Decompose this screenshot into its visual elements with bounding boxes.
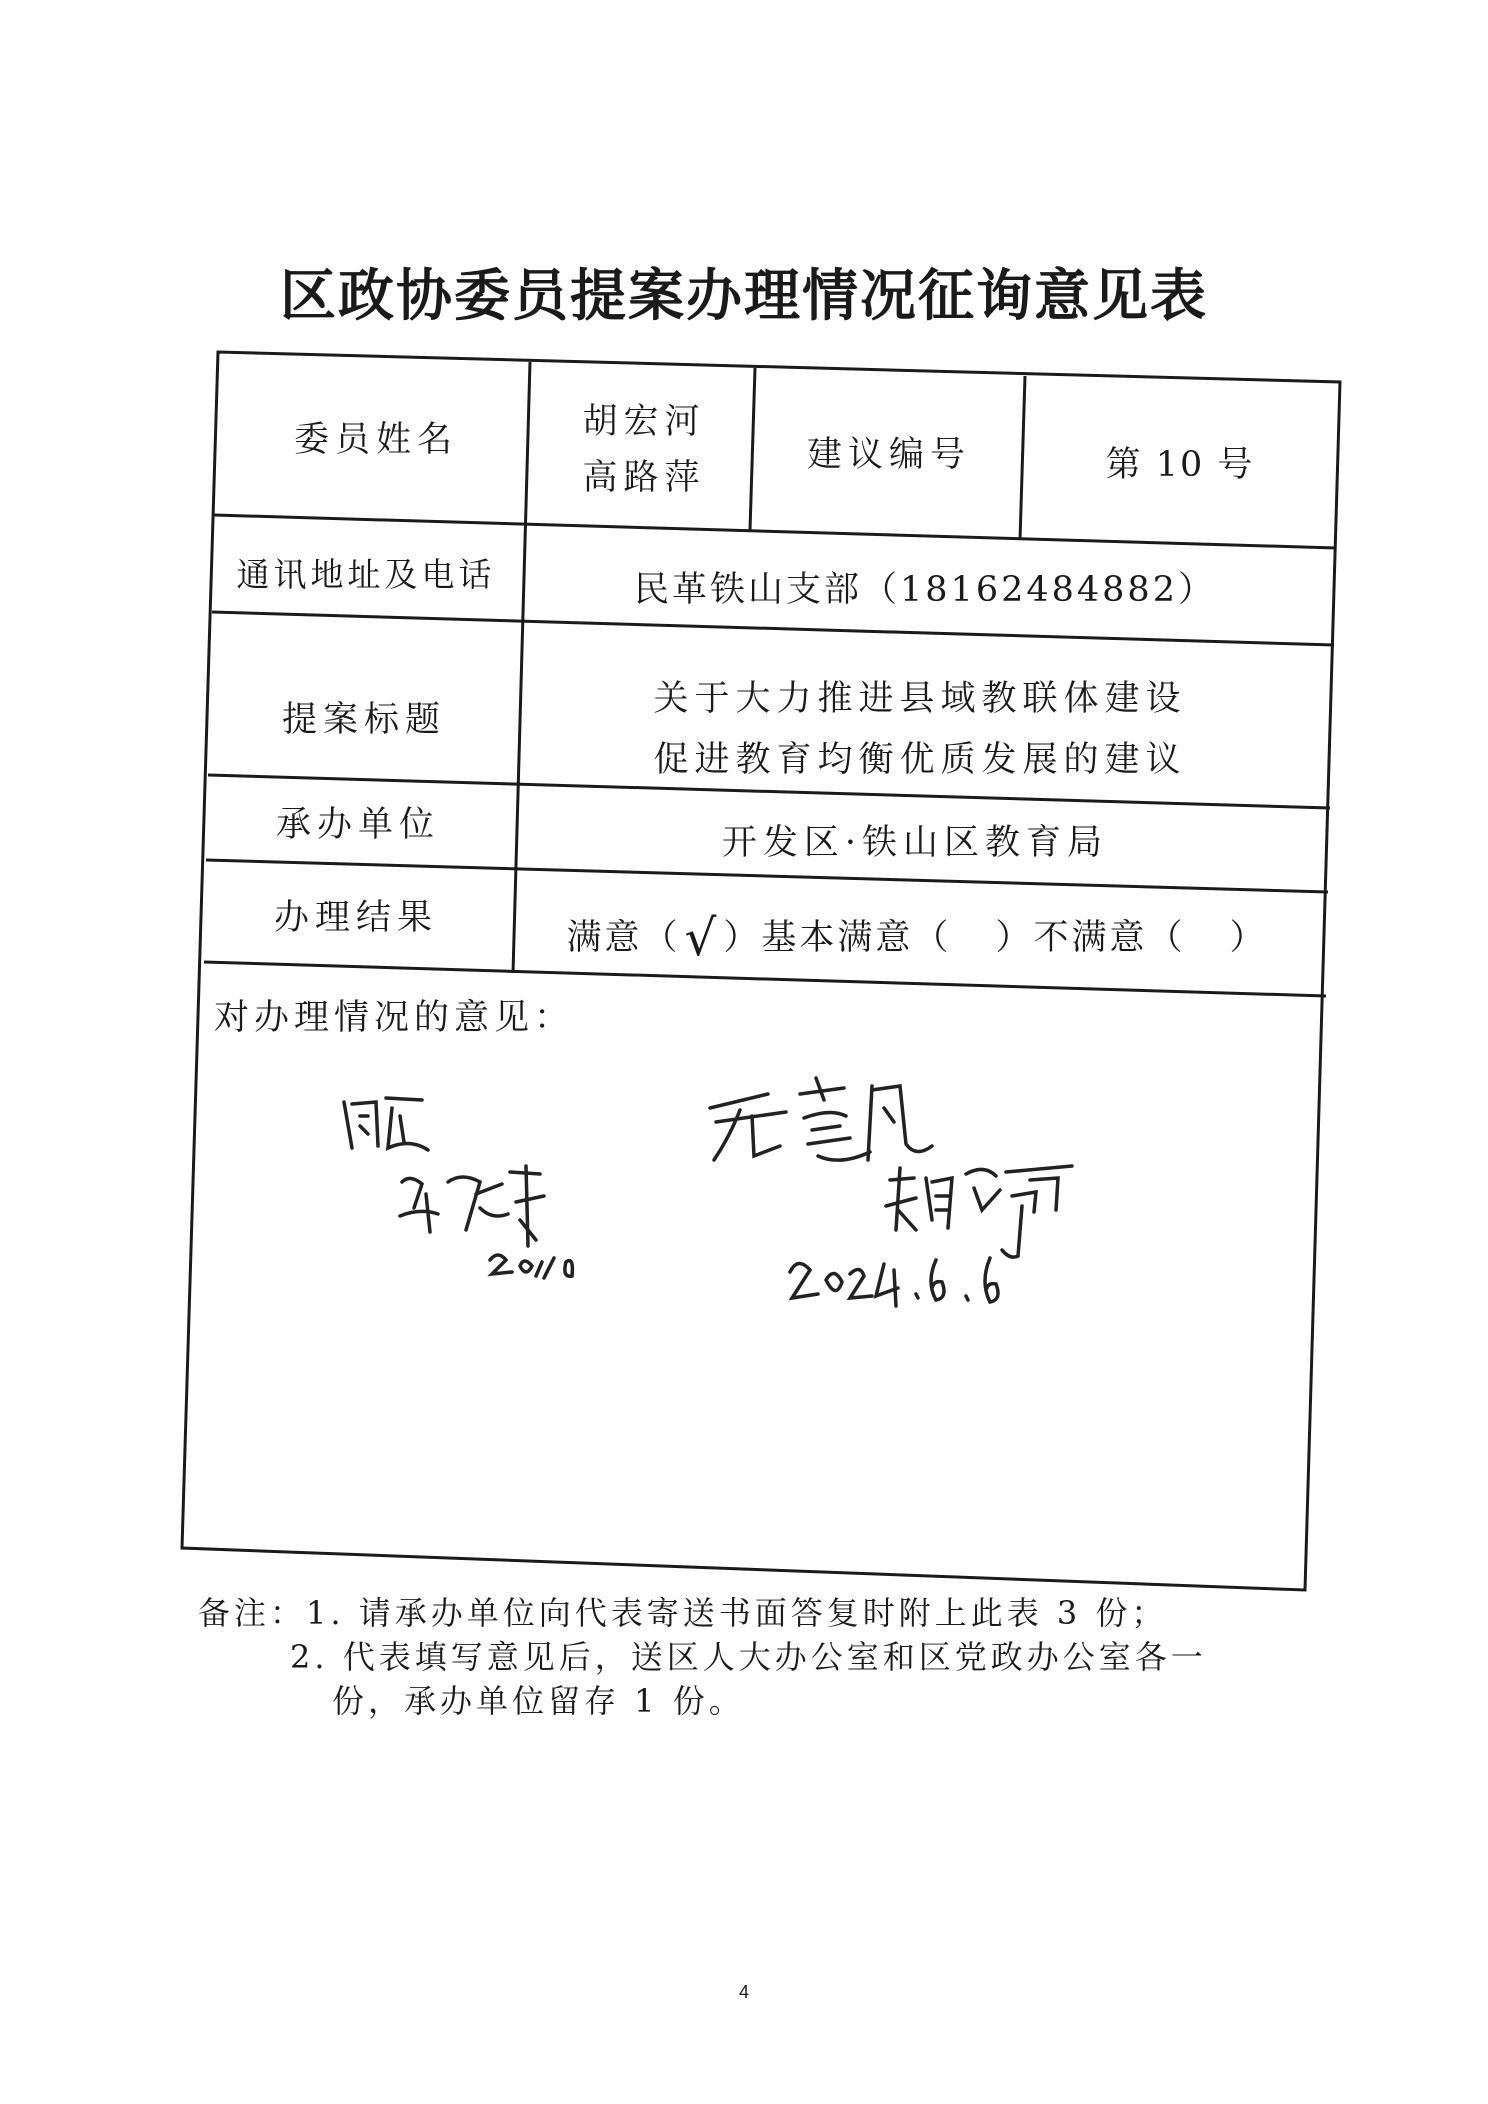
member-name-1: 胡宏河 [582,402,706,442]
member-names [534,375,754,525]
result-basic-text: ）基本满意（ [723,917,952,958]
proposal-title-value [520,650,1320,810]
row1-divider-b [1020,376,1025,540]
proposal-no-value: 第 10 号 [1105,445,1255,485]
member-name-2: 高路萍 [582,458,706,498]
note-line-2: 2. 代表填写意见后，送区人大办公室和区党政办公室各一 [290,1638,1207,1676]
result-unsatisfied-text: ）不满意（ [995,917,1186,958]
proposal-title-line-2: 促进教育均衡优质发展的建议 [653,740,1187,780]
document-title: 区政协委员提案办理情况征询意见表 [280,263,1208,329]
proposal-title-line-1: 关于大力推进县域教联体建设 [653,678,1187,719]
note-line-1: 备注：1. 请承办单位向代表寄送书面答复时附上此表 3 份； [198,1594,1168,1632]
page-number: 4 [738,1982,749,2002]
opinion-label: 对办理情况的意见： [214,998,575,1038]
right-handwritten-signature [700,1060,1100,1330]
result-options [512,890,1322,985]
address-value: 民革铁山支部（18162484882） [634,570,1216,610]
member-name-label: 委员姓名 [293,420,458,460]
handling-unit-label: 承办单位 [275,805,440,845]
address-label: 通讯地址及电话 [236,554,496,594]
proposal-no-label: 建议编号 [806,435,971,475]
result-end-text: ） [1229,917,1268,958]
proposal-title-label: 提案标题 [281,700,446,740]
result-label: 办理结果 [273,898,438,938]
left-handwritten-signature [330,1090,630,1280]
handling-unit-value: 开发区·铁山区教育局 [721,822,1109,863]
note-line-3: 份，承办单位留存 1 份。 [332,1682,745,1720]
result-check-mark: √ [684,908,720,967]
result-satisfied-text: 满意（ [566,917,681,958]
